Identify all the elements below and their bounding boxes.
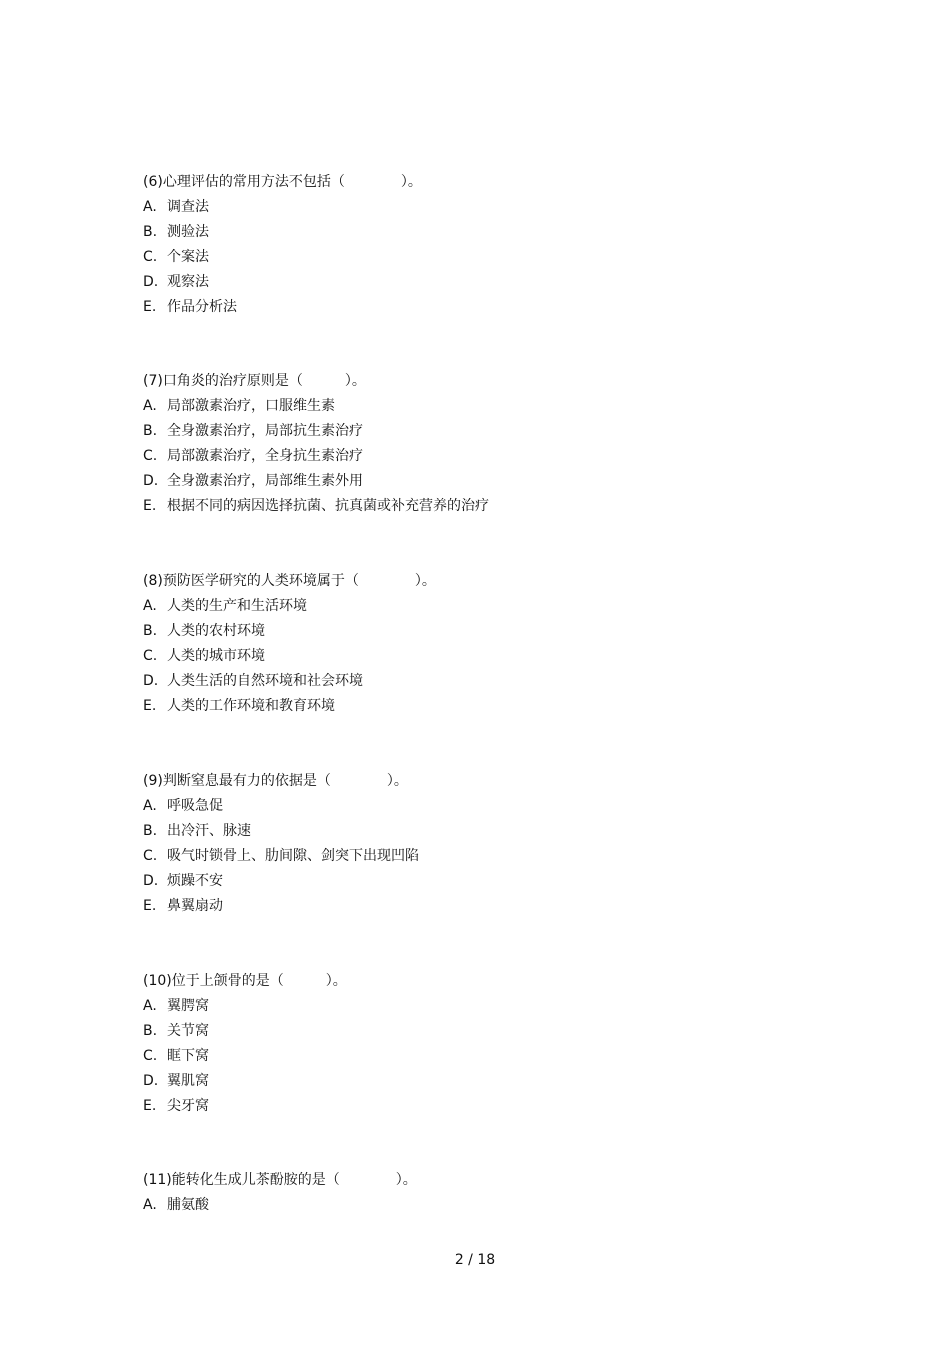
option-letter: B. bbox=[143, 423, 158, 439]
option-d bbox=[143, 869, 863, 894]
option-b bbox=[143, 1019, 863, 1044]
option-c bbox=[143, 444, 863, 469]
option-letter: D. bbox=[143, 1073, 159, 1089]
option-text: 作品分析法 bbox=[167, 299, 237, 315]
option-a bbox=[143, 994, 863, 1019]
option-d bbox=[143, 270, 863, 295]
option-c bbox=[143, 844, 863, 869]
option-letter: B. bbox=[143, 224, 158, 240]
option-text: 人类的城市环境 bbox=[167, 648, 265, 664]
option-text: 呼吸急促 bbox=[167, 798, 223, 814]
option-text: 鼻翼扇动 bbox=[167, 898, 223, 914]
option-e bbox=[143, 894, 863, 919]
option-text: 测验法 bbox=[167, 224, 209, 240]
question-11 bbox=[143, 1168, 863, 1218]
option-e bbox=[143, 694, 863, 719]
option-text: 局部激素治疗，全身抗生素治疗 bbox=[167, 448, 363, 464]
option-letter: D. bbox=[143, 873, 159, 889]
option-letter: C. bbox=[143, 249, 158, 265]
option-a bbox=[143, 794, 863, 819]
option-letter: E. bbox=[143, 498, 157, 514]
question-stem: (10)位于上颌骨的是（ ）。 bbox=[143, 973, 347, 989]
option-e bbox=[143, 1094, 863, 1119]
option-text: 个案法 bbox=[167, 249, 209, 265]
question-9 bbox=[143, 769, 863, 919]
option-text: 人类的农村环境 bbox=[167, 623, 265, 639]
option-letter: A. bbox=[143, 998, 157, 1014]
question-6 bbox=[143, 170, 863, 320]
option-letter: C. bbox=[143, 448, 158, 464]
option-text: 人类的生产和生活环境 bbox=[167, 598, 307, 614]
option-letter: B. bbox=[143, 823, 158, 839]
option-d bbox=[143, 469, 863, 494]
option-letter: E. bbox=[143, 898, 157, 914]
option-letter: E. bbox=[143, 299, 157, 315]
option-text: 根据不同的病因选择抗菌、抗真菌或补充营养的治疗 bbox=[167, 498, 489, 514]
option-text: 人类生活的自然环境和社会环境 bbox=[167, 673, 363, 689]
option-letter: A. bbox=[143, 1197, 157, 1213]
option-c bbox=[143, 1044, 863, 1069]
option-d bbox=[143, 669, 863, 694]
question-7 bbox=[143, 369, 863, 519]
option-e bbox=[143, 295, 863, 320]
option-text: 吸气时锁骨上、肋间隙、剑突下出现凹陷 bbox=[167, 848, 419, 864]
option-text: 调查法 bbox=[167, 199, 209, 215]
option-a bbox=[143, 394, 863, 419]
option-letter: A. bbox=[143, 199, 157, 215]
option-letter: D. bbox=[143, 274, 159, 290]
option-text: 烦躁不安 bbox=[167, 873, 223, 889]
option-b bbox=[143, 619, 863, 644]
option-text: 眶下窝 bbox=[167, 1048, 209, 1064]
question-stem: (9)判断窒息最有力的依据是（ ）。 bbox=[143, 773, 408, 789]
question-8 bbox=[143, 569, 863, 719]
question-stem: (11)能转化生成儿茶酚胺的是（ ）。 bbox=[143, 1172, 417, 1188]
option-a bbox=[143, 594, 863, 619]
option-d bbox=[143, 1069, 863, 1094]
option-text: 出冷汗、脉速 bbox=[167, 823, 251, 839]
option-c bbox=[143, 644, 863, 669]
option-letter: E. bbox=[143, 1098, 157, 1114]
option-letter: D. bbox=[143, 673, 159, 689]
option-letter: A. bbox=[143, 398, 157, 414]
question-stem: (8)预防医学研究的人类环境属于（ ）。 bbox=[143, 573, 436, 589]
question-10 bbox=[143, 969, 863, 1119]
option-e bbox=[143, 494, 863, 519]
option-letter: D. bbox=[143, 473, 159, 489]
option-text: 脯氨酸 bbox=[167, 1197, 209, 1213]
option-text: 观察法 bbox=[167, 274, 209, 290]
option-text: 人类的工作环境和教育环境 bbox=[167, 698, 335, 714]
option-text: 局部激素治疗，口服维生素 bbox=[167, 398, 335, 414]
option-letter: E. bbox=[143, 698, 157, 714]
page-number: 2 / 18 bbox=[454, 1252, 496, 1268]
question-stem: (7)口角炎的治疗原则是（ ）。 bbox=[143, 373, 366, 389]
option-a bbox=[143, 1193, 863, 1218]
option-c bbox=[143, 245, 863, 270]
option-text: 关节窝 bbox=[167, 1023, 209, 1039]
option-text: 尖牙窝 bbox=[167, 1098, 209, 1114]
option-text: 全身激素治疗，局部维生素外用 bbox=[167, 473, 363, 489]
option-letter: C. bbox=[143, 848, 158, 864]
option-text: 翼腭窝 bbox=[167, 998, 209, 1014]
option-b bbox=[143, 419, 863, 444]
option-b bbox=[143, 220, 863, 245]
option-letter: C. bbox=[143, 1048, 158, 1064]
option-letter: B. bbox=[143, 623, 158, 639]
option-text: 全身激素治疗，局部抗生素治疗 bbox=[167, 423, 363, 439]
question-stem: (6)心理评估的常用方法不包括（ ）。 bbox=[143, 174, 422, 190]
option-letter: C. bbox=[143, 648, 158, 664]
option-letter: A. bbox=[143, 598, 157, 614]
option-a bbox=[143, 195, 863, 220]
option-letter: B. bbox=[143, 1023, 158, 1039]
option-letter: A. bbox=[143, 798, 157, 814]
option-b bbox=[143, 819, 863, 844]
option-text: 翼肌窝 bbox=[167, 1073, 209, 1089]
